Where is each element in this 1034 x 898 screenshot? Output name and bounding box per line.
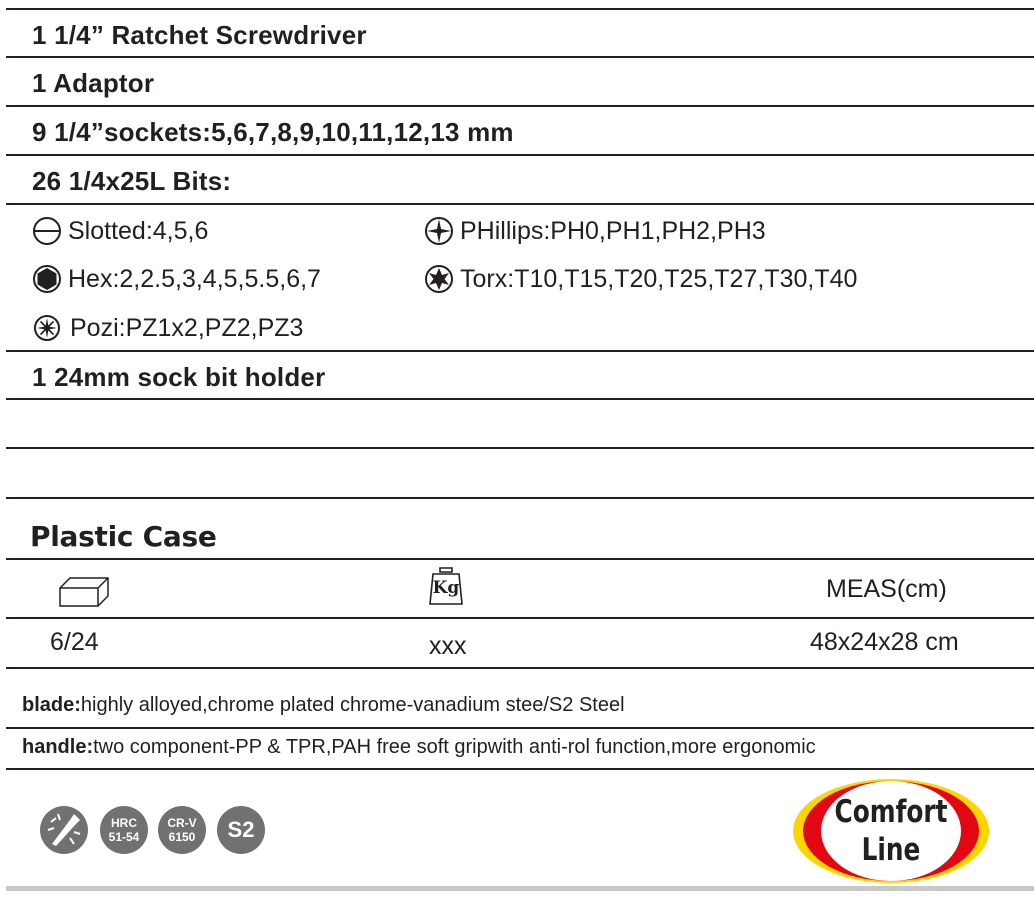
torx-icon (424, 264, 454, 294)
blade-text: highly alloyed,chrome plated chrome-vanadium stee/S2 Steel (80, 694, 625, 716)
hex-icon (32, 264, 62, 294)
weight-value: xxx (429, 632, 467, 660)
bit-hex (32, 264, 321, 294)
blade-spec (22, 694, 625, 717)
box-icon (58, 574, 110, 608)
bit-pozi (32, 313, 303, 343)
bit-torx-label: Torx:T10,T15,T20,T25,T27,T30,T40 (460, 264, 858, 293)
rule (6, 56, 1034, 58)
bits-heading: 26 1/4x25L Bits: (32, 166, 232, 196)
rule (6, 727, 1034, 729)
adaptor-item: 1 Adaptor (32, 68, 155, 98)
crv-badge (158, 806, 206, 854)
bit-slotted (32, 216, 208, 246)
logo-line1: Comfort (834, 794, 948, 830)
meas-value: 48x24x28 cm (810, 628, 959, 656)
rule (6, 617, 1034, 619)
impact-badge-icon (40, 806, 88, 854)
handle-spec (22, 736, 816, 759)
kg-label: Kg (432, 578, 460, 598)
ratchet-item: 1 1/4” Ratchet Screwdriver (32, 20, 367, 50)
logo-line2: Line (861, 832, 921, 868)
rule (6, 350, 1034, 352)
rule (6, 768, 1034, 770)
case-title: Plastic Case (30, 520, 217, 553)
rule (6, 447, 1034, 449)
hrc-bottom: 51-54 (108, 830, 140, 844)
bit-phillips-label: PHillips:PH0,PH1,PH2,PH3 (460, 216, 766, 245)
rule (6, 558, 1034, 560)
crv-top: CR-V (167, 816, 197, 830)
rule (6, 398, 1034, 400)
bit-torx (424, 264, 857, 294)
slotted-icon (32, 216, 62, 246)
kg-weight-icon (428, 566, 464, 606)
phillips-icon (424, 216, 454, 246)
bit-hex-label: Hex:2,2.5,3,4,5,5.5,6,7 (68, 264, 321, 293)
comfort-line-logo (792, 778, 990, 884)
meas-header: MEAS(cm) (826, 575, 947, 603)
crv-bottom: 6150 (168, 830, 196, 844)
s2-badge (217, 806, 265, 854)
rule (6, 497, 1034, 499)
qty-value: 6/24 (50, 628, 99, 656)
bottom-bar (6, 886, 1034, 891)
s2-label: S2 (227, 817, 255, 842)
rule (6, 154, 1034, 156)
bit-phillips (424, 216, 766, 246)
handle-text: two component-PP & TPR,PAH free soft gripwith anti-rol function,more ergonomic (93, 736, 816, 758)
rule (6, 105, 1034, 107)
pozi-icon (32, 313, 62, 343)
rule (6, 203, 1034, 205)
blade-label: blade: (22, 694, 81, 716)
hrc-top: HRC (111, 816, 137, 830)
holder-item: 1 24mm sock bit holder (32, 362, 326, 392)
bit-pozi-label: Pozi:PZ1x2,PZ2,PZ3 (70, 313, 304, 342)
hrc-badge (100, 806, 148, 854)
handle-label: handle: (22, 736, 94, 758)
rule (6, 667, 1034, 669)
sockets-item: 9 1/4”sockets:5,6,7,8,9,10,11,12,13 mm (32, 117, 514, 147)
rule-top (6, 8, 1034, 10)
bit-slotted-label: Slotted:4,5,6 (68, 216, 209, 245)
